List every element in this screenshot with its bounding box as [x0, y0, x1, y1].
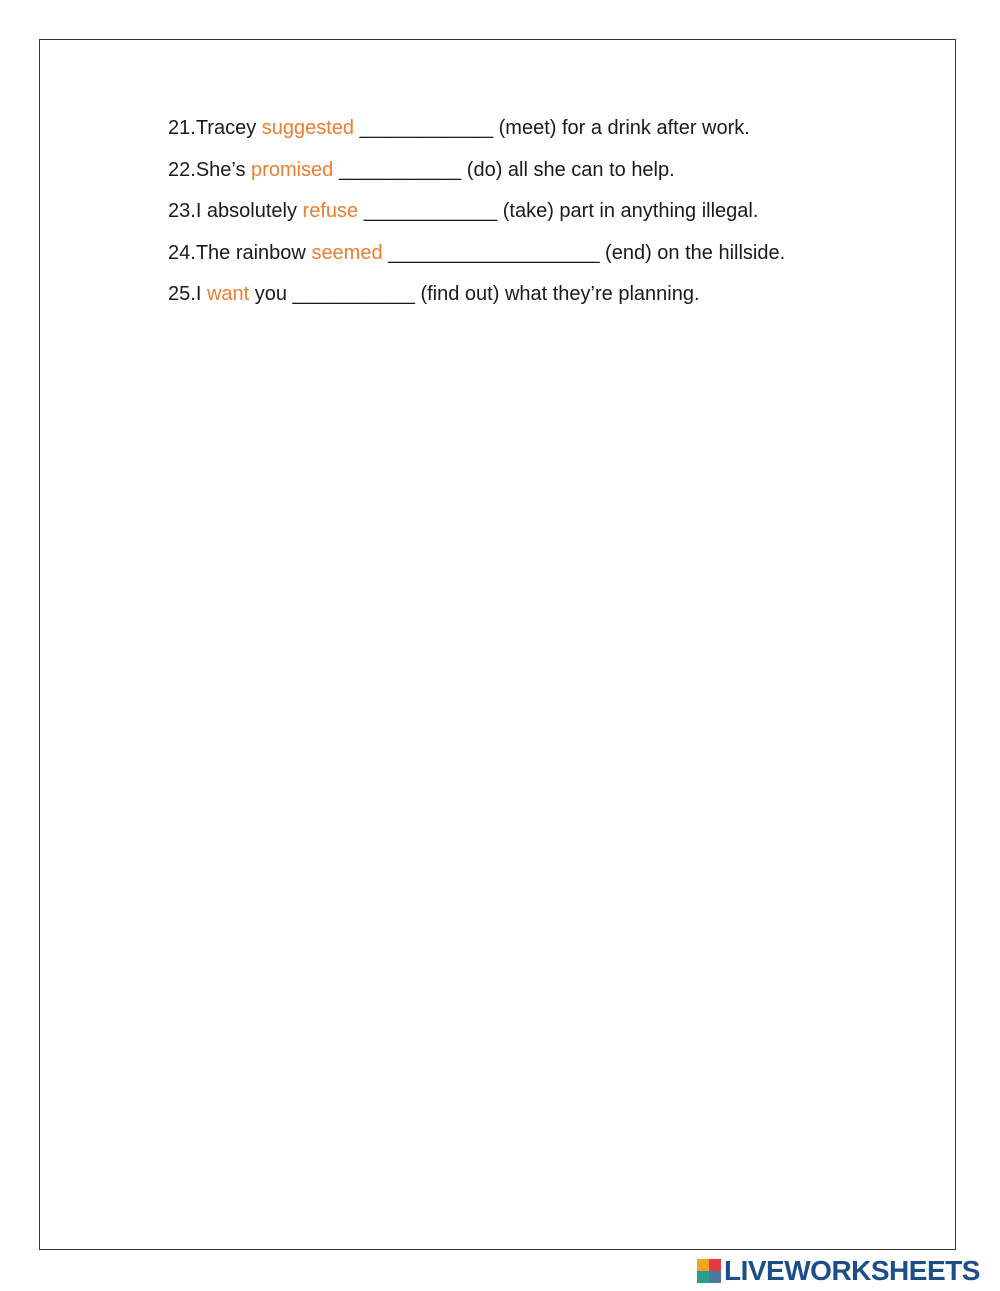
- item-number: 21.: [168, 117, 196, 139]
- exercise-list: [168, 114, 785, 322]
- item-text-before: The rainbow: [195, 241, 312, 264]
- item-text-before: She’s: [195, 158, 252, 181]
- liveworksheets-logo-icon: [697, 1259, 721, 1283]
- item-verb: promised: [251, 158, 334, 181]
- item-text-after: (find out) what they’re planning.: [420, 283, 700, 305]
- answer-blank[interactable]: ____________: [354, 117, 499, 139]
- item-verb: seemed: [311, 241, 383, 264]
- item-verb: suggested: [261, 117, 355, 139]
- item-number: 23.: [168, 200, 196, 222]
- item-number: 24.: [168, 241, 196, 264]
- exercise-item-21: [168, 114, 785, 142]
- item-text-after: (take) part in anything illegal.: [502, 200, 759, 222]
- item-text-before: I absolutely: [195, 200, 303, 222]
- exercise-item-23: [168, 197, 785, 225]
- item-number: 22.: [168, 158, 196, 181]
- exercise-item-22: [168, 156, 785, 184]
- exercise-item-25: [168, 280, 785, 308]
- liveworksheets-logo[interactable]: [697, 1257, 980, 1285]
- logo-text: LIVEWORKSHEETS: [724, 1255, 980, 1286]
- item-text-before: Tracey: [195, 117, 262, 139]
- answer-blank[interactable]: ___________: [333, 158, 467, 181]
- item-text-after: (meet) for a drink after work.: [498, 117, 750, 139]
- item-text-after: (do) all she can to help.: [466, 158, 675, 181]
- item-text-after: (end) on the hillside.: [605, 241, 786, 264]
- item-text-before: I: [195, 283, 207, 305]
- answer-blank[interactable]: ___________________: [382, 241, 606, 264]
- item-verb: refuse: [302, 200, 359, 222]
- item-number: 25.: [168, 283, 196, 305]
- answer-blank[interactable]: you ___________: [249, 283, 421, 305]
- answer-blank[interactable]: ____________: [358, 200, 503, 222]
- item-verb: want: [206, 283, 250, 305]
- exercise-item-24: [168, 239, 785, 267]
